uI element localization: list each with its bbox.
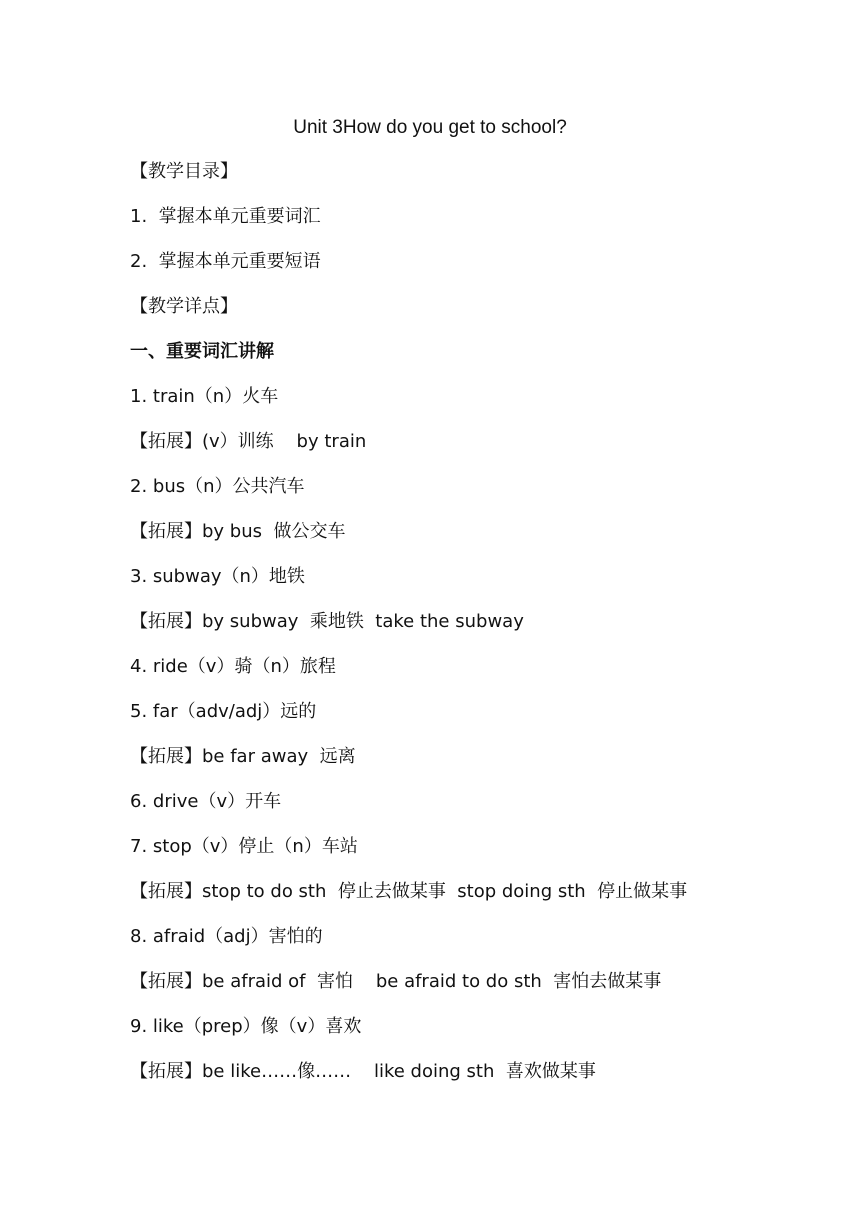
- section-heading-teaching-details: 【教学详点】: [130, 296, 238, 317]
- vocab-item: 7. stop（v）停止（n）车站: [130, 836, 358, 857]
- vocab-item: 8. afraid（adj）害怕的: [130, 926, 323, 947]
- document-body: [130, 158, 770, 1103]
- vocab-item: 3. subway（n）地铁: [130, 566, 305, 587]
- vocab-item: 5. far（adv/adj）远的: [130, 701, 317, 722]
- vocab-extension: 【拓展】by bus 做公交车: [130, 521, 346, 542]
- vocab-item: 4. ride（v）骑（n）旅程: [130, 656, 336, 677]
- vocab-extension: 【拓展】(v）训练 by train: [130, 431, 367, 452]
- vocab-item: 9. like（prep）像（v）喜欢: [130, 1016, 362, 1037]
- vocab-extension: 【拓展】stop to do sth 停止去做某事 stop doing sth 停止做某事: [130, 881, 688, 902]
- goal-item: 2. 掌握本单元重要短语: [130, 251, 321, 272]
- vocab-extension: 【拓展】by subway 乘地铁 take the subway: [130, 611, 524, 632]
- vocab-item: 2. bus（n）公共汽车: [130, 476, 305, 497]
- vocab-item: 1. train（n）火车: [130, 386, 279, 407]
- document-title: Unit 3How do you get to school?: [293, 117, 567, 138]
- vocab-extension: 【拓展】be afraid of 害怕 be afraid to do sth 害怕去做某事: [130, 971, 662, 992]
- section-heading-teaching-goals: 【教学目录】: [130, 161, 238, 182]
- vocab-extension: 【拓展】be far away 远离: [130, 746, 356, 767]
- goal-item: 1. 掌握本单元重要词汇: [130, 206, 321, 227]
- vocab-item: 6. drive（v）开车: [130, 791, 282, 812]
- vocab-extension: 【拓展】be like……像…… like doing sth 喜欢做某事: [130, 1061, 596, 1082]
- section-heading-vocabulary: 一、重要词汇讲解: [130, 341, 274, 362]
